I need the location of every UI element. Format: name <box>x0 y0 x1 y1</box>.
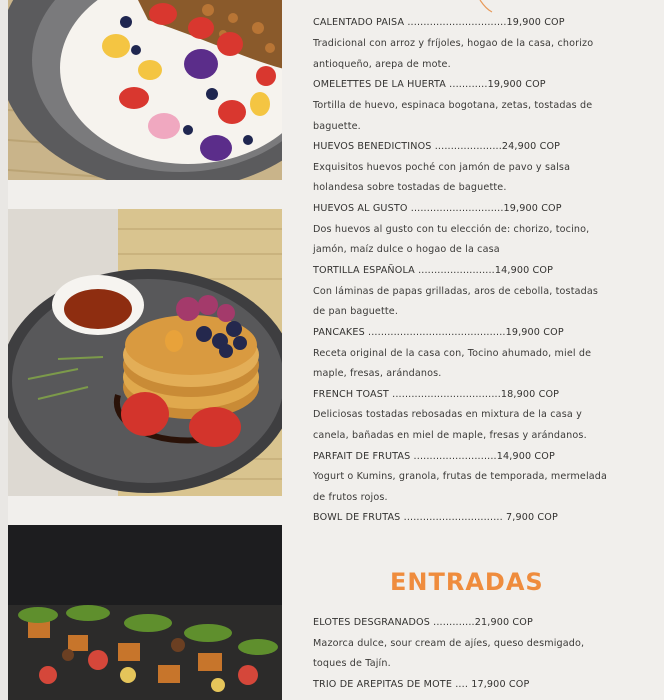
menu-item-description: Yogurt o Kumins, granola, frutas de temporada, mermelada <box>313 471 608 482</box>
decorative-swoosh-icon <box>474 0 498 14</box>
menu-item-description: Dos huevos al gusto con tu elección de: chorizo, tocino, <box>313 224 590 235</box>
menu-item-description: Exquisitos huevos poché con jamón de pavo y salsa <box>313 162 571 173</box>
section-title-entradas: ENTRADAS <box>390 568 544 596</box>
menu-item-description: canela, bañadas en miel de maple, fresas y arándanos. <box>313 430 587 441</box>
menu-item-description: baguette. <box>313 121 361 132</box>
menu-item-description: Deliciosas tostadas rebosadas en mixtura de la casa y <box>313 409 582 420</box>
menu-item-description: Tortilla de huevo, espinaca bogotana, zetas, tostadas de <box>313 100 593 111</box>
menu-item-name: OMELETTES DE LA HUERTA ............19,900 COP <box>313 79 546 90</box>
menu-item-name: HUEVOS BENEDICTINOS .....................24,900 COP <box>313 141 561 152</box>
menu-item-description: toques de Tajín. <box>313 658 391 669</box>
menu-item-name: TRIO DE AREPITAS DE MOTE .... 17,900 COP <box>313 679 530 690</box>
menu-item-description: antioqueño, arepa de mote. <box>313 59 451 70</box>
photo-pancakes <box>8 209 282 496</box>
menu-item-description: Receta original de la casa con, Tocino ahumado, miel de <box>313 348 592 359</box>
menu-item-description: Mazorca dulce, sour cream de ajíes, queso desmigado, <box>313 638 585 649</box>
menu-item-description: de frutos rojos. <box>313 492 388 503</box>
menu-item-name: PARFAIT DE FRUTAS ..........................14,900 COP <box>313 451 555 462</box>
photo-salad <box>8 525 282 700</box>
menu-item-name: PANCAKES ...........................................19,900 COP <box>313 327 564 338</box>
menu-item-name: TORTILLA ESPAÑOLA ........................14,900 COP <box>313 265 554 276</box>
menu-item-description: Con láminas de papas grilladas, aros de cebolla, tostadas <box>313 286 599 297</box>
menu-item-name: CALENTADO PAISA ...............................19,900 COP <box>313 17 565 28</box>
menu-item-name: HUEVOS AL GUSTO .............................19,900 COP <box>313 203 562 214</box>
menu-item-description: de pan baguette. <box>313 306 399 317</box>
menu-item-name: BOWL DE FRUTAS ............................... 7,900 COP <box>313 512 558 523</box>
page-margin <box>0 0 8 700</box>
menu-item-description: jamón, maíz dulce o hogao de la casa <box>313 244 500 255</box>
menu-item-description: maple, fresas, arándanos. <box>313 368 442 379</box>
menu-item-description: Tradicional con arroz y fríjoles, hogao de la casa, chorizo <box>313 38 594 49</box>
photo-parfait-bowl <box>8 0 282 180</box>
menu-item-description: holandesa sobre tostadas de baguette. <box>313 182 507 193</box>
menu-item-name: ELOTES DESGRANADOS .............21,900 COP <box>313 617 533 628</box>
menu-item-name: FRENCH TOAST ..................................18,900 COP <box>313 389 560 400</box>
